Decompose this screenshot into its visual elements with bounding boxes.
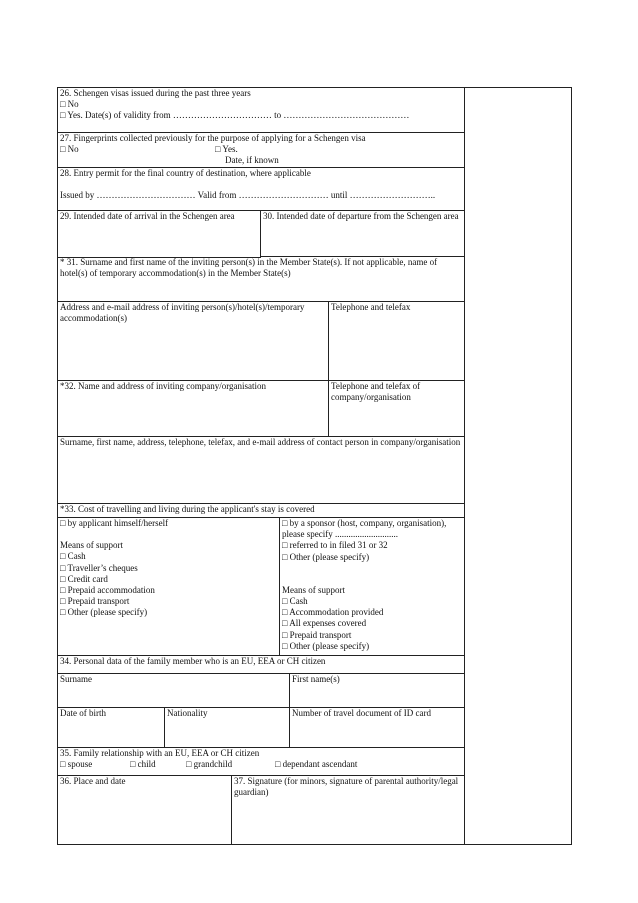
s33-right-cash[interactable]: □ Cash	[282, 596, 308, 607]
s31-phone-field[interactable]	[329, 302, 465, 381]
section-29[interactable]	[58, 211, 260, 257]
s26-no-checkbox[interactable]: □ No	[60, 99, 79, 110]
s27-yes-checkbox[interactable]: □ Yes.	[215, 144, 238, 155]
s33-left-prepaid-accommodation[interactable]: □ Prepaid accommodation	[60, 585, 155, 596]
s27-title: 27. Fingerprints collected previously for the purpose of applying for a Schengen visa	[60, 133, 366, 143]
section-37[interactable]	[232, 776, 465, 844]
s32-contact-field[interactable]	[58, 437, 465, 504]
s34-surname-label: Surname	[60, 674, 92, 684]
s35-spouse-checkbox[interactable]: □ spouse	[60, 759, 93, 770]
s32-phone-label: Telephone and telefax of company/organisation	[331, 381, 421, 403]
s28-title: 28. Entry permit for the final country of destination, where applicable	[60, 168, 311, 178]
s33-right-all-expenses[interactable]: □ All expenses covered	[282, 618, 367, 629]
s34-doc-field[interactable]	[290, 708, 465, 748]
section-31[interactable]	[58, 257, 465, 302]
s33-left-prepaid-transport[interactable]: □ Prepaid transport	[60, 596, 130, 607]
s34-first-name-label: First name(s)	[292, 674, 340, 684]
s33-right-other-top[interactable]: □ Other (please specify)	[282, 551, 370, 562]
s33-right-accommodation[interactable]: □ Accommodation provided	[282, 607, 384, 618]
section-26	[58, 88, 465, 133]
s26-title: 26. Schengen visas issued during the past three years	[60, 88, 251, 98]
s32-title: *32. Name and address of inviting company/organisation	[60, 381, 267, 391]
s33-left-credit-card[interactable]: □ Credit card	[60, 573, 108, 584]
application-form	[57, 87, 465, 845]
s33-title: *33. Cost of travelling and living during the applicant's stay is covered	[60, 504, 315, 514]
section-28	[58, 168, 465, 211]
section-35	[58, 748, 465, 776]
s26-yes-checkbox[interactable]: □ Yes. Date(s) of validity from …………………………… to ……………………………………	[60, 110, 410, 121]
s34-nationality-field[interactable]	[165, 708, 289, 748]
s30-title: 30. Intended date of departure from the Schengen area	[263, 211, 459, 221]
s35-child-checkbox[interactable]: □ child	[130, 759, 156, 770]
s33-left-cash[interactable]: □ Cash	[60, 551, 86, 562]
s34-doc-label: Number of travel document of ID card	[292, 708, 431, 718]
s33-right-means-label: Means of support	[282, 584, 345, 595]
s35-grandchild-checkbox[interactable]: □ grandchild	[186, 759, 233, 770]
s33-left-travellers-cheques[interactable]: □ Traveller’s cheques	[60, 562, 138, 573]
s36-title: 36. Place and date	[60, 776, 126, 786]
section-32[interactable]	[58, 381, 328, 437]
section-27	[58, 133, 465, 168]
s33-referred-checkbox[interactable]: □ referred to in filed 31 or 32	[282, 540, 388, 551]
s28-issued-line[interactable]: Issued by …………………………… Valid from ………………………… until ………………………..	[60, 190, 436, 201]
s33-sponsor-column	[280, 518, 465, 656]
s31-title: * 31. Surname and first name of the inviting person(s) in the Member State(s). If not applicable, name of hotel(s) of temporary accommodation(s) in the Member State(s)	[60, 257, 438, 279]
s33-applicant-checkbox[interactable]: □ by applicant himself/herself	[60, 518, 169, 528]
s34-surname-field[interactable]	[58, 674, 289, 708]
s33-applicant-column	[58, 518, 279, 656]
section-34	[58, 656, 465, 674]
s35-dependant-checkbox[interactable]: □ dependant ascendant	[275, 759, 358, 770]
s34-title: 34. Personal data of the family member who is an EU, EEA or CH citizen	[60, 656, 326, 666]
s33-right-prepaid-transport[interactable]: □ Prepaid transport	[282, 629, 352, 640]
s34-dob-field[interactable]	[58, 708, 164, 748]
section-33	[58, 504, 465, 518]
s29-title: 29. Intended date of arrival in the Schengen area	[60, 211, 235, 221]
s31-address-field[interactable]	[58, 302, 328, 381]
s27-no-checkbox[interactable]: □ No	[60, 144, 79, 155]
s33-left-other[interactable]: □ Other (please specify)	[60, 607, 148, 618]
s34-first-name-field[interactable]	[290, 674, 465, 708]
s33-right-other[interactable]: □ Other (please specify)	[282, 640, 370, 651]
s37-title: 37. Signature (for minors, signature of parental authority/legal guardian)	[234, 776, 459, 798]
s32-phone-field[interactable]	[329, 381, 465, 437]
s33-sponsor-checkbox[interactable]: □ by a sponsor (host, company, organisation), please specify ............................	[282, 518, 447, 540]
s34-dob-label: Date of birth	[60, 708, 106, 718]
s31-phone-label: Telephone and telefax	[331, 302, 411, 312]
s27-date-label: Date, if known	[225, 155, 279, 166]
section-36[interactable]	[58, 776, 231, 844]
s34-nationality-label: Nationality	[167, 708, 208, 718]
official-use-column	[464, 87, 572, 845]
s33-left-means-label: Means of support	[60, 540, 123, 551]
s35-title: 35. Family relationship with an EU, EEA or CH citizen	[60, 748, 260, 758]
section-30[interactable]	[261, 211, 465, 257]
s31-address-label: Address and e-mail address of inviting person(s)/hotel(s)/temporary accommodation(s)	[60, 302, 305, 324]
s32-contact-label: Surname, first name, address, telephone, telefax, and e-mail address of contact person in company/organisation	[60, 437, 461, 447]
